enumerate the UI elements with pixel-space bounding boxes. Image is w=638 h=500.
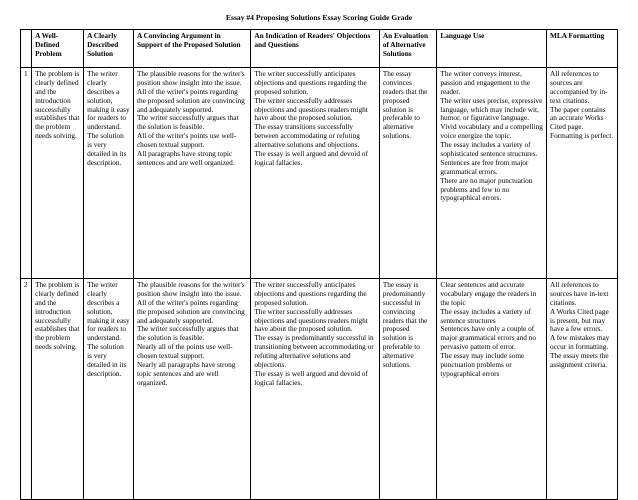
cell-alternatives bbox=[379, 279, 437, 500]
scoring-guide-table bbox=[20, 29, 618, 500]
cell-line: A few mistakes may occur in formatting. bbox=[550, 333, 610, 352]
cell-line: The problem is clearly defined and the introduction successfully establishes that the problem needs solving. bbox=[35, 280, 80, 352]
cell-language bbox=[437, 68, 547, 279]
header-alternative-solutions: An Evaluation of Alternative Solutions bbox=[379, 30, 437, 68]
cell-line: The writer successfully addresses objections and questions readers might have about the proposed solution. bbox=[254, 306, 368, 334]
header-well-defined-problem: A Well-Defined Problem bbox=[32, 30, 84, 68]
score-number: 2 bbox=[21, 279, 32, 500]
cell-line: Sentences are free from major grammatical errors. bbox=[440, 157, 529, 176]
cell-problem bbox=[32, 68, 84, 279]
cell-line: All paragraphs have strong topic sentences and are well organized. bbox=[136, 149, 235, 167]
cell-line: The writer successfully addresses objections and questions readers might have about the proposed solution. bbox=[254, 95, 368, 123]
score-row-1 bbox=[21, 68, 618, 279]
cell-line: The essay is well argued and devoid of logical fallacies. bbox=[254, 368, 368, 387]
cell-line: The problem is clearly defined and the introduction successfully establishes that the problem needs solving. bbox=[35, 69, 80, 141]
cell-line: The writer conveys interest, passion and engagement to the reader. bbox=[440, 69, 530, 96]
cell-line: The writer successfully argues that the solution is feasible. bbox=[136, 324, 239, 343]
cell-solution bbox=[84, 279, 134, 500]
cell-line: The essay is predominantly successful in transitioning between accommodating or refuting alternative solutions and objections. bbox=[254, 333, 374, 370]
cell-line: The essay transitions successfully between accommodating or refuting alternative solutions and objections. bbox=[254, 122, 360, 150]
score-row-2 bbox=[21, 279, 618, 500]
cell-line: The plausible reasons for the writer's position show insight into the issue. bbox=[136, 69, 245, 87]
cell-solution bbox=[84, 68, 134, 279]
cell-line: The writer successfully anticipates objections and questions regarding the proposed solution. bbox=[254, 69, 367, 96]
cell-line: The writer successfully anticipates objections and questions regarding the proposed solution. bbox=[254, 280, 367, 307]
cell-line: All references to sources are accompanied by in-text citations. bbox=[550, 69, 608, 105]
cell-line: Sentences have only a couple of major grammatical errors and no pervasive pattern of error. bbox=[440, 324, 537, 352]
header-row bbox=[21, 30, 618, 68]
cell-objections bbox=[251, 279, 379, 500]
cell-line: Nearly all of the points use well-chosen textual support. bbox=[136, 342, 233, 361]
header-mla-formatting: MLA Formatting bbox=[547, 30, 618, 68]
cell-line: There are no major punctuation problems and few to no typographical errors. bbox=[440, 175, 533, 203]
header-described-solution: A Clearly Described Solution bbox=[84, 30, 134, 68]
cell-line: The essay convinces readers that the proposed solution is preferable to alternative solutions. bbox=[382, 69, 428, 141]
cell-line: Formatting is perfect. bbox=[550, 131, 614, 141]
cell-objections bbox=[251, 68, 379, 279]
cell-line: The plausible reasons for the writer's position show insight into the issue. bbox=[136, 280, 245, 298]
cell-problem bbox=[32, 279, 84, 500]
cell-line: The essay is well argued and devoid of logical fallacies. bbox=[254, 149, 368, 167]
cell-line: The essay includes a variety of sophisticated sentence structures. bbox=[440, 140, 538, 159]
cell-line: A Works Cited page is present, but may have a few errors. bbox=[550, 306, 609, 334]
cell-line: All of the writer's points use well-chosen textual support. bbox=[136, 131, 237, 150]
cell-line: The essay is predominantly successful in convincing readers that the proposed solution is preferable to alternative solutions. bbox=[382, 280, 428, 370]
header-convincing-argument: A Convincing Argument in Support of the Proposed Solution bbox=[133, 30, 250, 68]
cell-line: Clear sentences and accurate vocabulary engage the readers in the topic bbox=[440, 280, 537, 307]
cell-language bbox=[437, 279, 547, 500]
score-number: 1 bbox=[21, 68, 32, 279]
cell-line: Nearly all paragraphs have strong topic sentences and are well organized. bbox=[136, 360, 236, 387]
cell-line: The writer uses precise, expressive language, which may include wit, humor, or figurative language. bbox=[440, 95, 543, 123]
cell-mla bbox=[547, 279, 618, 500]
cell-line: All of the writer's points regarding the proposed solution are convincing and adequately supported. bbox=[136, 297, 245, 325]
cell-mla bbox=[547, 68, 618, 279]
header-score bbox=[21, 30, 32, 68]
header-language-use: Language Use bbox=[437, 30, 547, 68]
cell-line: The paper contains an accurate Works Cited page. bbox=[550, 104, 606, 132]
cell-line: The essay includes a variety of sentence structures bbox=[440, 306, 531, 325]
cell-alternatives bbox=[379, 68, 437, 279]
cell-line: All of the writer's points regarding the proposed solution are convincing and adequately supported. bbox=[136, 86, 245, 114]
header-readers-objections: An Indication of Readers' Objections and Questions bbox=[251, 30, 379, 68]
cell-line: The writer clearly describes a solution, making it easy for readers to understand. bbox=[87, 69, 130, 132]
cell-argument bbox=[133, 279, 250, 500]
cell-line: The solution is very detailed in its description. bbox=[87, 131, 127, 167]
cell-line: Vivid vocabulary and a compelling voice energize the topic. bbox=[440, 122, 543, 141]
cell-line: The essay meets the assignment criteria. bbox=[550, 351, 609, 370]
cell-line: All references to sources have in-text citations. bbox=[550, 280, 609, 307]
cell-line: The writer successfully argues that the solution is feasible. bbox=[136, 113, 239, 132]
page-title: Essay #4 Proposing Solutions Essay Scoring Guide Grade bbox=[225, 13, 413, 22]
cell-line: The essay may include some punctuation problems or typographical errors bbox=[440, 351, 525, 378]
cell-line: The writer clearly describes a solution, making it easy for readers to understand. bbox=[87, 280, 130, 343]
cell-line: The solution is very detailed in its description. bbox=[87, 342, 127, 378]
cell-argument bbox=[133, 68, 250, 279]
